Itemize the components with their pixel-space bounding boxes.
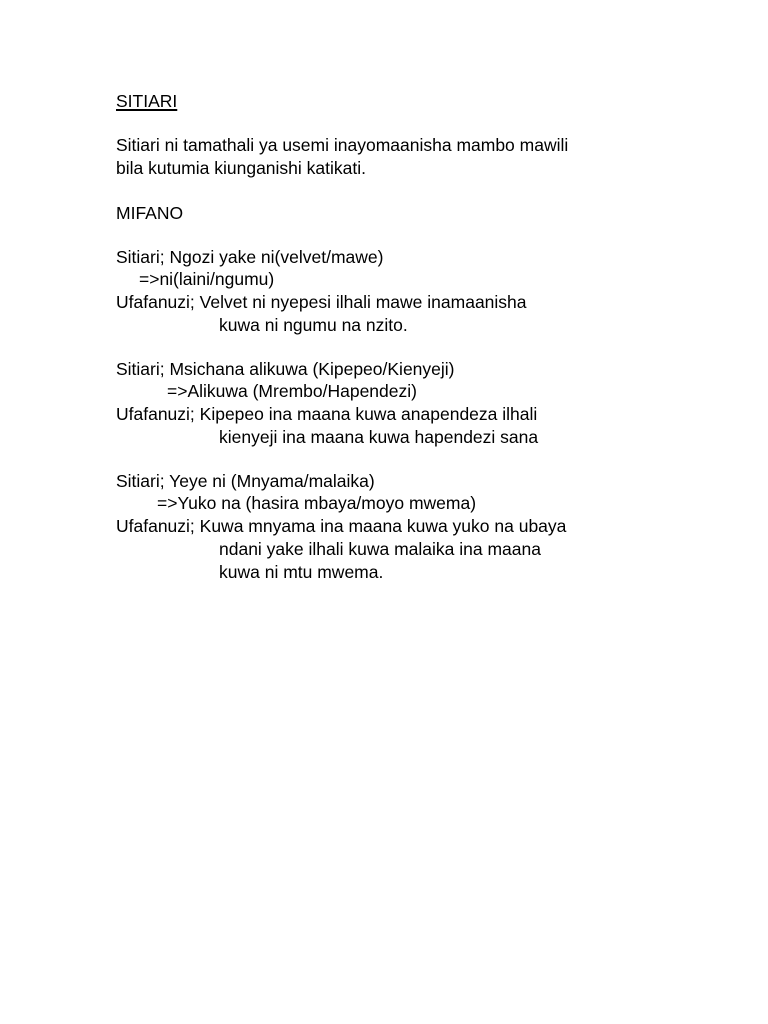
example-3-explanation-line-3: kuwa ni mtu mwema. xyxy=(219,562,384,582)
example-3-explanation-line-2: ndani yake ilhali kuwa malaika ina maana xyxy=(219,539,541,559)
example-3-explanation-line-1: Ufafanuzi; Kuwa mnyama ina maana kuwa yuko na ubaya xyxy=(116,516,567,536)
example-1-meaning: =>ni(laini/ngumu) xyxy=(139,269,275,289)
example-2-explanation-line-2: kienyeji ina maana kuwa hapendezi sana xyxy=(219,427,539,447)
example-3-meaning: =>Yuko na (hasira mbaya/moyo mwema) xyxy=(157,493,477,513)
example-2-meaning: =>Alikuwa (Mrembo/Hapendezi) xyxy=(167,381,417,401)
examples-heading: MIFANO xyxy=(116,203,184,223)
document-title: SITIARI xyxy=(116,91,178,111)
example-1-sitiari: Sitiari; Ngozi yake ni(velvet/mawe) xyxy=(116,247,384,267)
example-1-explanation-line-1: Ufafanuzi; Velvet ni nyepesi ilhali mawe inamaanisha xyxy=(116,292,527,312)
example-3-sitiari: Sitiari; Yeye ni (Mnyama/malaika) xyxy=(116,471,375,491)
example-1-explanation-line-2: kuwa ni ngumu na nzito. xyxy=(219,315,408,335)
definition-line-2: bila kutumia kiunganishi katikati. xyxy=(116,158,366,178)
definition-line-1: Sitiari ni tamathali ya usemi inayomaanisha mambo mawili xyxy=(116,135,569,155)
example-2-explanation-line-1: Ufafanuzi; Kipepeo ina maana kuwa anapendeza ilhali xyxy=(116,404,538,424)
example-2-sitiari: Sitiari; Msichana alikuwa (Kipepeo/Kienyeji) xyxy=(116,359,455,379)
